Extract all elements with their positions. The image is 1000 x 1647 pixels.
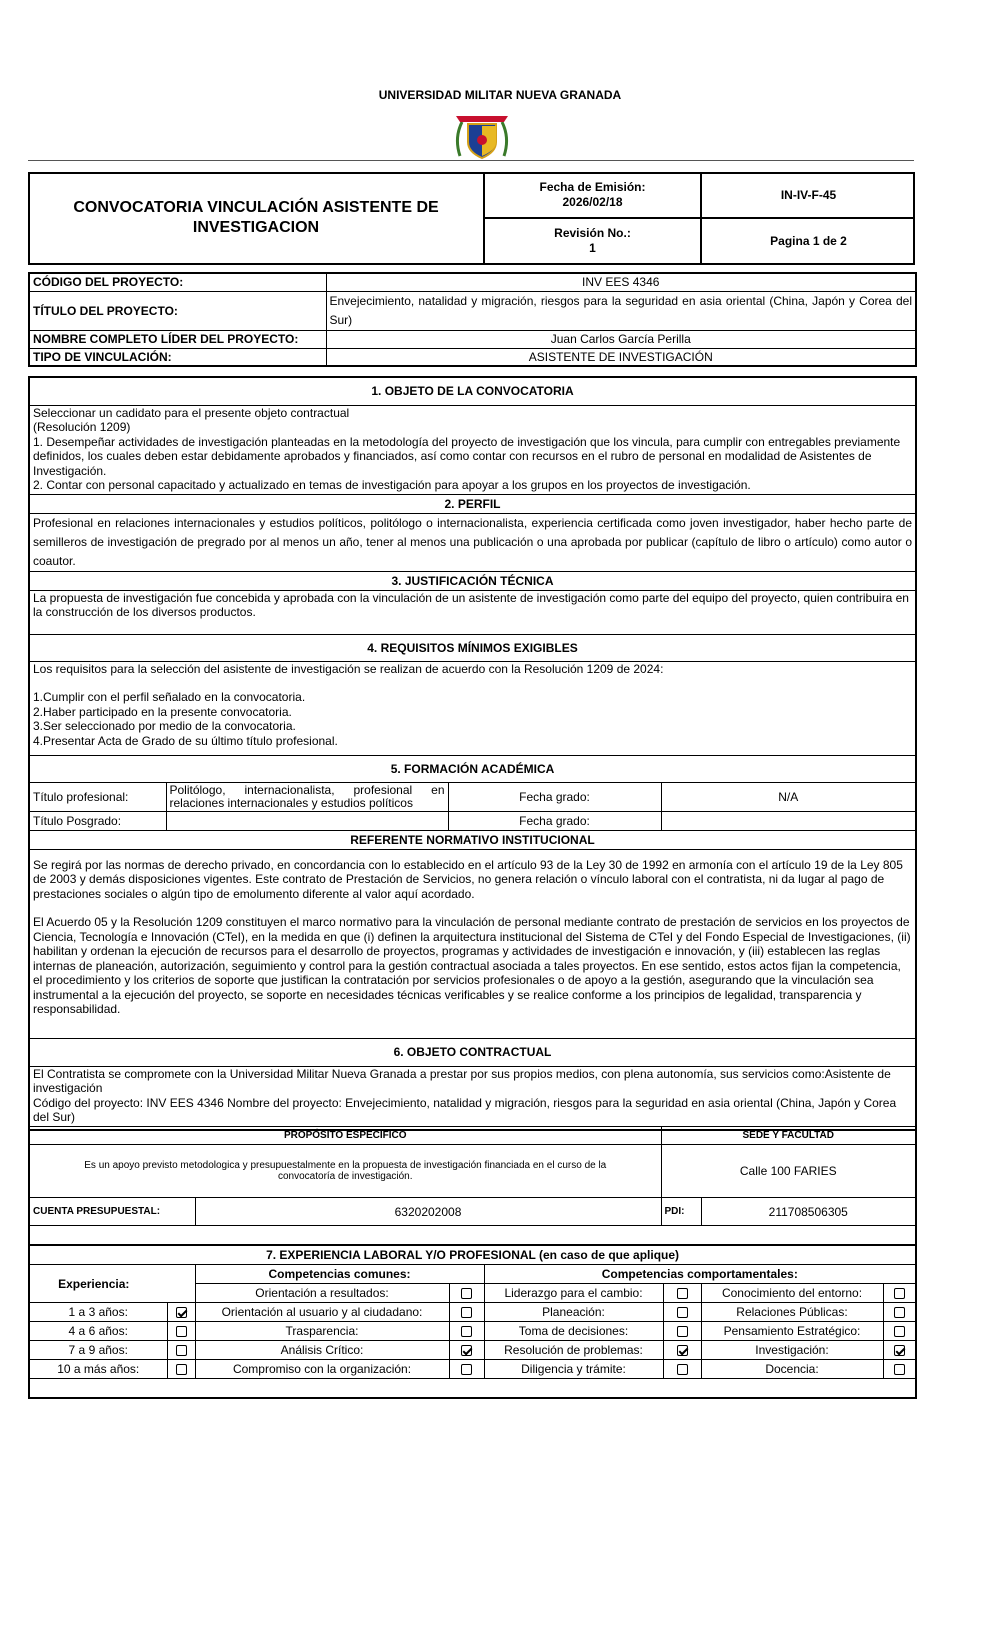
call-sections-table bbox=[28, 376, 917, 1131]
project-code: INV EES 4346 bbox=[326, 273, 916, 291]
document-code: IN-IV-F-45 bbox=[780, 188, 837, 202]
requirement-item: 1.Cumplir con el perfil señalado en la convocatoria. bbox=[33, 690, 306, 704]
experience-range-checkbox[interactable] bbox=[167, 1341, 195, 1360]
checkbox-icon[interactable] bbox=[677, 1345, 688, 1356]
checkbox-icon[interactable] bbox=[677, 1326, 688, 1337]
professional-title-label: Título profesional: bbox=[29, 782, 166, 811]
pdi-label: PDI: bbox=[661, 1198, 701, 1226]
revision-number: 1 bbox=[589, 241, 596, 255]
checkbox-icon[interactable] bbox=[677, 1288, 688, 1299]
common-competency-checkbox[interactable] bbox=[449, 1322, 484, 1341]
page-indicator: Pagina 1 de 2 bbox=[770, 234, 847, 248]
behavioral-competency-checkbox[interactable] bbox=[663, 1360, 701, 1379]
section4-intro: Los requisitos para la selección del asistente de investigación se realizan de acuerdo con la Resolución 1209 de 2024: bbox=[33, 661, 664, 676]
checkbox-icon[interactable] bbox=[176, 1326, 187, 1337]
common-competency-checkbox[interactable] bbox=[449, 1341, 484, 1360]
behavioral-competency-checkbox[interactable] bbox=[663, 1322, 701, 1341]
behavioral-competencies-label: Competencias comportamentales: bbox=[484, 1265, 916, 1284]
behavioral-competency-checkbox[interactable] bbox=[663, 1284, 701, 1303]
checkbox-icon[interactable] bbox=[461, 1288, 472, 1299]
behavioral-competency-label: Docencia: bbox=[701, 1360, 883, 1379]
common-competency-label: Trasparencia: bbox=[195, 1322, 449, 1341]
experience-table bbox=[28, 1245, 917, 1399]
section3-heading: 3. JUSTIFICACIÓN TÉCNICA bbox=[29, 571, 916, 590]
referente-body bbox=[29, 849, 916, 1038]
project-leader: Juan Carlos García Perilla bbox=[326, 330, 916, 348]
requirement-item: 4.Presentar Acta de Grado de su último título profesional. bbox=[33, 733, 338, 748]
experience-range-checkbox[interactable] bbox=[167, 1303, 195, 1322]
referente-heading: REFERENTE NORMATIVO INSTITUCIONAL bbox=[29, 830, 916, 849]
behavioral-competency-checkbox[interactable] bbox=[883, 1360, 916, 1379]
section1-line: Seleccionar un cadidato para el presente objeto contractual bbox=[33, 405, 350, 420]
checkbox-icon[interactable] bbox=[894, 1307, 905, 1318]
experience-range-checkbox[interactable] bbox=[167, 1360, 195, 1379]
spacer-row bbox=[29, 1226, 916, 1245]
purpose-text: Es un apoyo previsto metodologica y presupuestalmente en la propuesta de investigación financiada en el curso de la convocatoría de investigación. bbox=[29, 1145, 661, 1198]
section4-heading: 4. REQUISITOS MÍNIMOS EXIGIBLES bbox=[29, 634, 916, 661]
university-name: UNIVERSIDAD MILITAR NUEVA GRANADA bbox=[378, 88, 622, 102]
checkbox-icon[interactable] bbox=[894, 1345, 905, 1356]
section1-body bbox=[29, 405, 916, 494]
behavioral-competency-label: Planeación: bbox=[484, 1303, 663, 1322]
budget-value: 6320202008 bbox=[195, 1198, 661, 1226]
project-leader-label: NOMBRE COMPLETO LÍDER DEL PROYECTO: bbox=[29, 330, 326, 348]
behavioral-competency-label: Diligencia y trámite: bbox=[484, 1360, 663, 1379]
project-title: Envejecimiento, natalidad y migración, riesgos para la seguridad en asia oriental (China, Japón y Corea del Sur) bbox=[326, 291, 916, 330]
common-competency-label: Compromiso con la organización: bbox=[195, 1360, 449, 1379]
behavioral-competency-checkbox[interactable] bbox=[883, 1284, 916, 1303]
common-competency-label: Análisis Crítico: bbox=[195, 1341, 449, 1360]
university-crest-icon bbox=[452, 108, 512, 164]
purpose-table bbox=[28, 1126, 917, 1246]
section6-body bbox=[29, 1066, 916, 1130]
project-info-table bbox=[28, 272, 917, 367]
checkbox-icon[interactable] bbox=[894, 1364, 905, 1375]
experience-range-checkbox[interactable] bbox=[167, 1322, 195, 1341]
experience-range-label: 1 a 3 años: bbox=[29, 1303, 167, 1322]
section2-heading: 2. PERFIL bbox=[29, 494, 916, 513]
postgraduate-date-label: Fecha grado: bbox=[448, 811, 661, 830]
experience-label: Experiencia: bbox=[29, 1265, 195, 1303]
emission-label: Fecha de Emisión: bbox=[539, 180, 646, 194]
section6-line: Código del proyecto: INV EES 4346 Nombre del proyecto: Envejecimiento, natalidad y migración, riesgos para la seguridad en asia oriental (China, Japón y Corea del Sur) bbox=[33, 1095, 897, 1124]
section4-body bbox=[29, 661, 916, 755]
behavioral-competency-label: Pensamiento Estratégico: bbox=[701, 1322, 883, 1341]
common-competency-checkbox[interactable] bbox=[449, 1360, 484, 1379]
common-competency-label: Orientación al usuario y al ciudadano: bbox=[195, 1303, 449, 1322]
section6-heading: 6. OBJETO CONTRACTUAL bbox=[29, 1038, 916, 1066]
referente-paragraph: Se regirá por las normas de derecho privado, en concordancia con lo establecido en el artículo 93 de la Ley 30 de 1992 en armonía con el artículo 19 de la Ley 805 de 2003 y demás disposiciones vigentes. Este contrato de Prestación de Servicios, no genera relación o vínculo laboral con el contratista, ni da lugar al pago de prestaciones sociales o algún tipo de emolumento diferente al valor aquí acordado. bbox=[33, 857, 903, 901]
behavioral-competency-checkbox[interactable] bbox=[883, 1341, 916, 1360]
section5-heading: 5. FORMACIÓN ACADÉMICA bbox=[29, 755, 916, 782]
postgraduate-title-value bbox=[166, 811, 448, 830]
graduation-date-label: Fecha grado: bbox=[448, 782, 661, 811]
section1-line: 1. Desempeñar actividades de investigación planteadas en la metodología del proyecto de investigación que los vincula, para cumplir con entregables previamente definidos, los cuales deben estar debidamente aprobados y financiados, así como contar con recursos en el rubro de personal en modalidad de Asistentes de Investigación. bbox=[33, 434, 901, 478]
checkbox-icon[interactable] bbox=[176, 1345, 187, 1356]
header-divider bbox=[28, 160, 914, 161]
behavioral-competency-checkbox[interactable] bbox=[663, 1341, 701, 1360]
checkbox-icon[interactable] bbox=[461, 1326, 472, 1337]
behavioral-competency-checkbox[interactable] bbox=[663, 1303, 701, 1322]
section3-body: La propuesta de investigación fue concebida y aprobada con la vinculación de un asistente de investigación como parte del equipo del proyecto, quien contribuira en la construcción de los diversos productos. bbox=[29, 590, 916, 634]
revision-label: Revisión No.: bbox=[554, 226, 631, 240]
spacer-row bbox=[29, 1379, 916, 1398]
section1-line: 2. Contar con personal capacitado y actualizado en temas de investigación para apoyar a los grupos en los proyectos de investigación. bbox=[33, 478, 751, 492]
behavioral-competency-label: Relaciones Públicas: bbox=[701, 1303, 883, 1322]
site-label: SEDE Y FACULTAD bbox=[661, 1127, 916, 1145]
common-competency-checkbox[interactable] bbox=[449, 1284, 484, 1303]
behavioral-competency-label: Resolución de problemas: bbox=[484, 1341, 663, 1360]
requirement-item: 2.Haber participado en la presente convocatoria. bbox=[33, 704, 292, 719]
project-title-label: TÍTULO DEL PROYECTO: bbox=[29, 291, 326, 330]
behavioral-competency-label: Investigación: bbox=[701, 1341, 883, 1360]
behavioral-competency-label: Liderazgo para el cambio: bbox=[484, 1284, 663, 1303]
link-type: ASISTENTE DE INVESTIGACIÓN bbox=[326, 348, 916, 366]
section7-heading: 7. EXPERIENCIA LABORAL Y/O PROFESIONAL (en caso de que aplique) bbox=[29, 1246, 916, 1265]
checkbox-icon[interactable] bbox=[461, 1364, 472, 1375]
budget-label: CUENTA PRESUPUESTAL: bbox=[29, 1198, 195, 1226]
emission-date: 2026/02/18 bbox=[562, 195, 623, 209]
behavioral-competency-checkbox[interactable] bbox=[883, 1322, 916, 1341]
requirement-item: 3.Ser seleccionado por medio de la convocatoria. bbox=[33, 719, 296, 733]
checkbox-icon[interactable] bbox=[894, 1326, 905, 1337]
purpose-label: PROPÓSITO ESPECÍFICO bbox=[29, 1127, 661, 1145]
project-code-label: CÓDIGO DEL PROYECTO: bbox=[29, 273, 326, 291]
section6-line: El Contratista se compromete con la Universidad Militar Nueva Granada a prestar por sus propios medios, con plena autonomía, sus servicios como:Asistente de investigación bbox=[33, 1066, 891, 1095]
referente-paragraph: El Acuerdo 05 y la Resolución 1209 constituyen el marco normativo para la vinculación de personal mediante contrato de prestación de servicios en los proyectos de Ciencia, Tecnología e Innovación (CTeI), en la medida en que (i) definen la arquitectura institucional del Sistema de CTeI y del Fondo Especial de Investigaciones, (ii) habilitan y ordenan la ejecución de recursos para el desarrollo de proyectos, programas y actividades de investigación e innovación, y (iii) establecen las reglas internas de planeación, autorización, seguimiento y control para la gestión contractual asociada a tales proyectos. En ese sentido, estos actos fijan la competencia, el procedimiento y los criterios de soporte que justifican la contratación por servicios profesionales o de apoyo a la gestión, asegurando que la vinculación sea instrumental a la ejecución del proyecto, se soporte en necesidades técnicas verificables y se realice conforme a los principios de legalidad, transparencia y responsabilidad. bbox=[33, 915, 911, 1016]
behavioral-competency-label: Conocimiento del entorno: bbox=[701, 1284, 883, 1303]
document-title: CONVOCATORIA VINCULACIÓN ASISTENTE DE INVESTIGACION bbox=[73, 199, 439, 236]
link-type-label: TIPO DE VINCULACIÓN: bbox=[29, 348, 326, 366]
behavioral-competency-checkbox[interactable] bbox=[883, 1303, 916, 1322]
section2-body: Profesional en relaciones internacionales y estudios políticos, politólogo o internacionalista, experiencia certificada como joven investigador, haber hecho parte de semilleros de investigación de pregrado por al menos un año, tener al menos una publicación o una aprobada por publicar (capítulo de libro o artículo) como autor o coautor. bbox=[29, 513, 916, 571]
checkbox-icon[interactable] bbox=[677, 1307, 688, 1318]
checkbox-icon[interactable] bbox=[677, 1364, 688, 1375]
checkbox-icon[interactable] bbox=[461, 1307, 472, 1318]
experience-range-label: 4 a 6 años: bbox=[29, 1322, 167, 1341]
section1-line: (Resolución 1209) bbox=[33, 420, 131, 434]
checkbox-icon[interactable] bbox=[176, 1364, 187, 1375]
checkbox-icon[interactable] bbox=[176, 1307, 187, 1318]
postgraduate-title-label: Título Posgrado: bbox=[29, 811, 166, 830]
common-competency-label: Orientación a resultados: bbox=[195, 1284, 449, 1303]
pdi-value: 211708506305 bbox=[701, 1198, 916, 1226]
experience-range-label: 7 a 9 años: bbox=[29, 1341, 167, 1360]
checkbox-icon[interactable] bbox=[894, 1288, 905, 1299]
postgraduate-date-value bbox=[661, 811, 916, 830]
experience-range-label: 10 a más años: bbox=[29, 1360, 167, 1379]
section1-heading: 1. OBJETO DE LA CONVOCATORIA bbox=[29, 377, 916, 405]
site-value: Calle 100 FARIES bbox=[661, 1145, 916, 1198]
graduation-date-value: N/A bbox=[661, 782, 916, 811]
behavioral-competency-label: Toma de decisiones: bbox=[484, 1322, 663, 1341]
common-competencies-label: Competencias comunes: bbox=[195, 1265, 484, 1284]
common-competency-checkbox[interactable] bbox=[449, 1303, 484, 1322]
professional-title-value: Politólogo, internacionalista, profesional en relaciones internacionales y estudios políticos bbox=[166, 782, 448, 811]
checkbox-icon[interactable] bbox=[461, 1345, 472, 1356]
